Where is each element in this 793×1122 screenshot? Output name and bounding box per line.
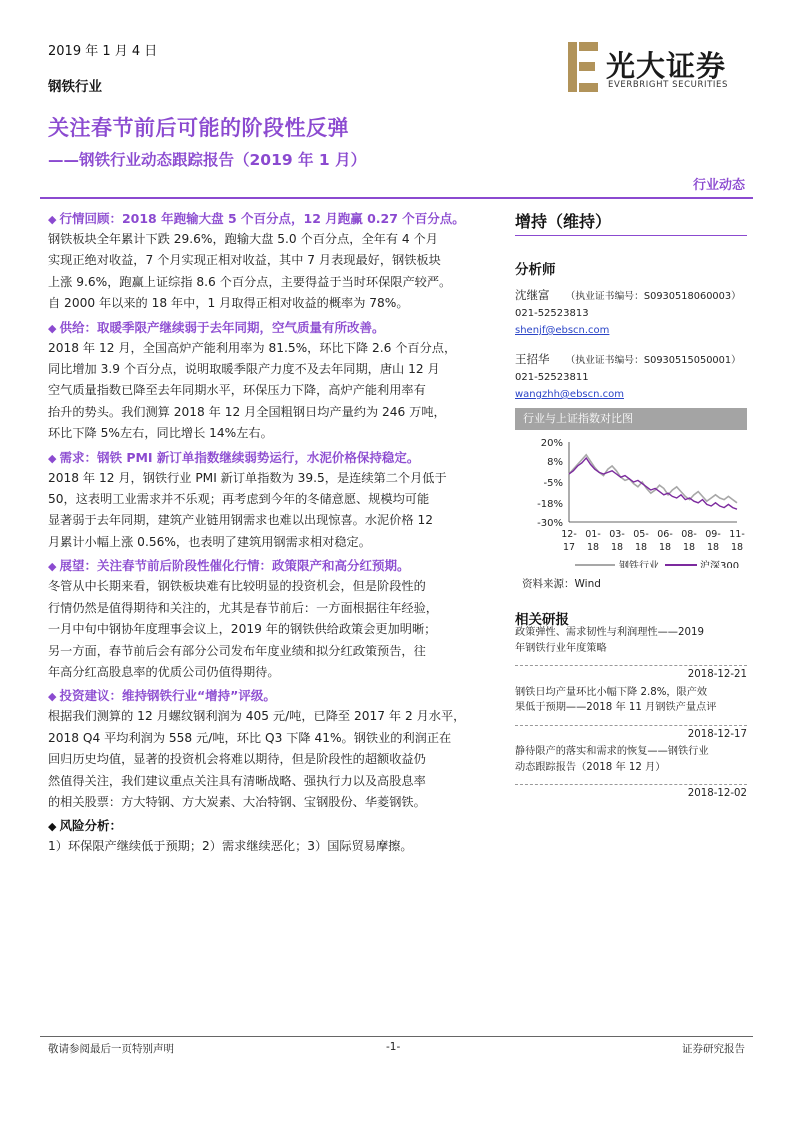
analyst-email-link[interactable]: wangzhh@ebscn.com	[515, 389, 624, 400]
logo-chinese-text: 光大证券	[606, 49, 727, 83]
analyst-email-link[interactable]: shenjf@ebscn.com	[515, 325, 610, 336]
section-heading: ◆ 投资建议：维持钢铁行业“增持”评级。	[48, 688, 276, 704]
section-paragraph: 2018 年 12 月，全国高炉产能利用率为 81.5%，环比下降 2.6 个百分点， 同比增加 3.9 个百分点，说明取暖季限产力度不及去年同期，唐山 12 月 空气质量指数已降至去年同期水平，环保压力下降，高炉产能利用率有 抬升的势头。我们测算 2018 年 12 月全国粗钢日均产量约为 246 万吨， 环比下降 5%左右，同比增长 14%左右。	[48, 340, 457, 441]
page-number: -1-	[386, 1041, 401, 1053]
section-paragraph: 2018 年 12 月，钢铁行业 PMI 新订单指数为 39.5，是连续第二个月低于 50，这表明工业需求并不乐观；再考虑到今年的冬储意愿、规模均可能 显著弱于去年同期，建筑产业链用钢需求也难以出现惊喜。水泥价格 12 月累计小幅上涨 0.56%，也表明了建筑用钢需求相对稳定。	[48, 470, 447, 549]
research-item[interactable]	[515, 625, 747, 683]
x-tick-label: 18	[586, 542, 600, 553]
x-tick-label: 18	[634, 542, 648, 553]
section-heading: ◆ 需求：钢铁 PMI 新订单指数继续弱势运行，水泥价格保持稳定。	[48, 449, 420, 465]
section-market-review	[48, 208, 493, 315]
x-tick-label: 08-	[681, 529, 697, 540]
analyst-name: 沈继富	[515, 288, 550, 302]
diamond-bullet-icon: ◆	[48, 820, 57, 834]
y-tick-label: -18%	[537, 498, 563, 510]
analyst-card	[515, 287, 747, 339]
section-heading: ◆ 供给：取暖季限产继续弱于去年同期，空气质量有所改善。	[48, 319, 385, 335]
x-tick-label: 06-	[657, 529, 673, 540]
research-date: 2018-12-17	[515, 725, 747, 743]
section-heading: ◆ 展望：关注春节前后阶段性催化行情：政策限产和高分红预期。	[48, 558, 410, 574]
header-divider	[40, 197, 753, 199]
section-outlook	[48, 555, 493, 683]
analyst-heading: 分析师	[515, 262, 556, 278]
chart-plot	[515, 430, 747, 568]
everbright-logo-icon	[568, 42, 598, 92]
legend-label-hs300: 沪深300	[700, 561, 740, 568]
diamond-bullet-icon: ◆	[48, 213, 57, 226]
footer-disclaimer: 敬请参阅最后一页特别声明	[48, 1043, 174, 1055]
analyst-cert: （执业证书编号：S0930518060003）	[565, 291, 741, 302]
research-list	[515, 625, 747, 804]
x-tick-label: 18	[658, 542, 672, 553]
research-title-line: 政策弹性、需求韧性与利润理性——2019	[515, 627, 704, 638]
x-tick-label: 18	[730, 542, 744, 553]
footer-report-label: 证券研究报告	[682, 1043, 745, 1055]
analyst-card	[515, 351, 747, 403]
research-item[interactable]	[515, 744, 747, 802]
report-type-label: 行业动态	[692, 178, 745, 193]
page-subtitle: ——钢铁行业动态跟踪报告（2019 年 1 月）	[48, 151, 367, 169]
x-tick-label: 03-	[609, 529, 625, 540]
section-risk	[48, 815, 493, 857]
x-tick-label: 05-	[633, 529, 649, 540]
rating-label: 增持（维持）	[515, 208, 747, 236]
x-tick-label: 11-	[729, 529, 745, 540]
research-heading: 相关研报	[515, 612, 569, 628]
x-tick-label: 18	[706, 542, 720, 553]
section-paragraph: 根据我们测算的 12 月螺纹钢利润为 405 元/吨，已降至 2017 年 2 月水平， 2018 Q4 平均利润为 558 元/吨，环比 Q3 下降 41%。钢铁业的利润正在 回归历史均值，显著的投资机会将难以期待，但是阶段性的超额收益仍 然值得关注，我们建议重点关注具有清晰战略、强执行力以及高股息率 的相关股票：方大特钢、方大炭素、大冶特钢、宝钢股份、华菱钢铁。	[48, 709, 466, 809]
x-tick-label: 17	[562, 542, 576, 553]
research-title-line: 年钢铁行业年度策略	[515, 642, 607, 654]
section-paragraph: 1）环保限产继续低于预期；2）需求继续恶化；3）国际贸易摩擦。	[48, 839, 413, 854]
research-title-line: 果低于预期——2018 年 11 月钢铁产量点评	[515, 702, 717, 713]
analyst-name: 王招华	[515, 352, 550, 366]
sector-label: 钢铁行业	[48, 79, 102, 95]
sidebar	[515, 208, 747, 403]
diamond-bullet-icon: ◆	[48, 690, 57, 704]
research-title-line: 动态跟踪报告（2018 年 12 月）	[515, 761, 666, 773]
section-paragraph: 钢铁板块全年累计下跌 29.6%，跑输大盘 5.0 个百分点，全年有 4 个月 实现正绝对收益，7 个月实现正相对收益，其中 7 月表现最好，钢铁板块 上涨 9.6%，跑赢上证综指 8.6 个百分点，主要得益于当时环保限产较严。 自 2000 年以来的 18 年中，1 月取得正相对收益的概率为 78%。	[48, 232, 452, 311]
section-investment-advice	[48, 685, 493, 813]
research-title-line: 静待限产的落实和需求的恢复——钢铁行业	[515, 746, 709, 757]
report-body	[48, 208, 493, 860]
x-tick-label: 01-	[585, 529, 601, 540]
x-tick-label: 18	[610, 542, 624, 553]
diamond-bullet-icon: ◆	[48, 560, 57, 574]
chart-title: 行业与上证指数对比图	[515, 408, 747, 430]
chart-source: 资料来源：Wind	[522, 578, 601, 590]
diamond-bullet-icon: ◆	[48, 321, 57, 335]
y-tick-label: 20%	[540, 438, 563, 449]
research-date: 2018-12-02	[515, 784, 747, 802]
research-title-line: 钢铁日均产量环比小幅下降 2.8%，限产效	[515, 686, 708, 698]
analyst-cert: （执业证书编号：S0930515050001）	[565, 355, 741, 366]
x-tick-label: 18	[682, 542, 696, 553]
report-date: 2019 年 1 月 4 日	[48, 44, 158, 59]
series-line-steel	[569, 455, 737, 503]
legend-label-steel: 钢铁行业	[619, 561, 659, 568]
analyst-phone: 021-52523811	[515, 372, 589, 383]
comparison-chart	[515, 408, 747, 568]
section-heading: ◆ 行情回顾：2018 年跑输大盘 5 个百分点，12 月跑赢 0.27 个百分点。	[48, 211, 465, 226]
diamond-bullet-icon: ◆	[48, 451, 57, 465]
section-supply	[48, 317, 493, 445]
logo-english-text: EVERBRIGHT SECURITIES	[608, 80, 728, 90]
section-heading: ◆ 风险分析：	[48, 818, 122, 834]
x-tick-label: 09-	[705, 529, 721, 540]
research-date: 2018-12-21	[515, 665, 747, 683]
research-item[interactable]	[515, 685, 747, 743]
x-tick-label: 12-	[561, 529, 577, 540]
y-tick-label: -30%	[537, 518, 563, 529]
footer-divider	[40, 1036, 753, 1037]
analyst-phone: 021-52523813	[515, 308, 589, 319]
y-tick-label: 8%	[547, 457, 563, 469]
company-logo	[568, 42, 748, 96]
section-demand	[48, 447, 493, 554]
y-tick-label: -5%	[543, 478, 563, 489]
section-paragraph: 冬管从中长期来看，钢铁板块难有比较明显的投资机会，但是阶段性的 行情仍然是值得期待和关注的，尤其是春节前后：一方面根据往年经验， 一月中旬中钢协年度理事会议上，2019 年的钢铁供给政策会更加明晰； 另一方面，春节前后会有部分公司发布年度业绩和拟分红政策预告，往 年高分红高股息率的优质公司仍值得期待。	[48, 579, 438, 679]
page-title: 关注春节前后可能的阶段性反弹	[48, 116, 349, 140]
